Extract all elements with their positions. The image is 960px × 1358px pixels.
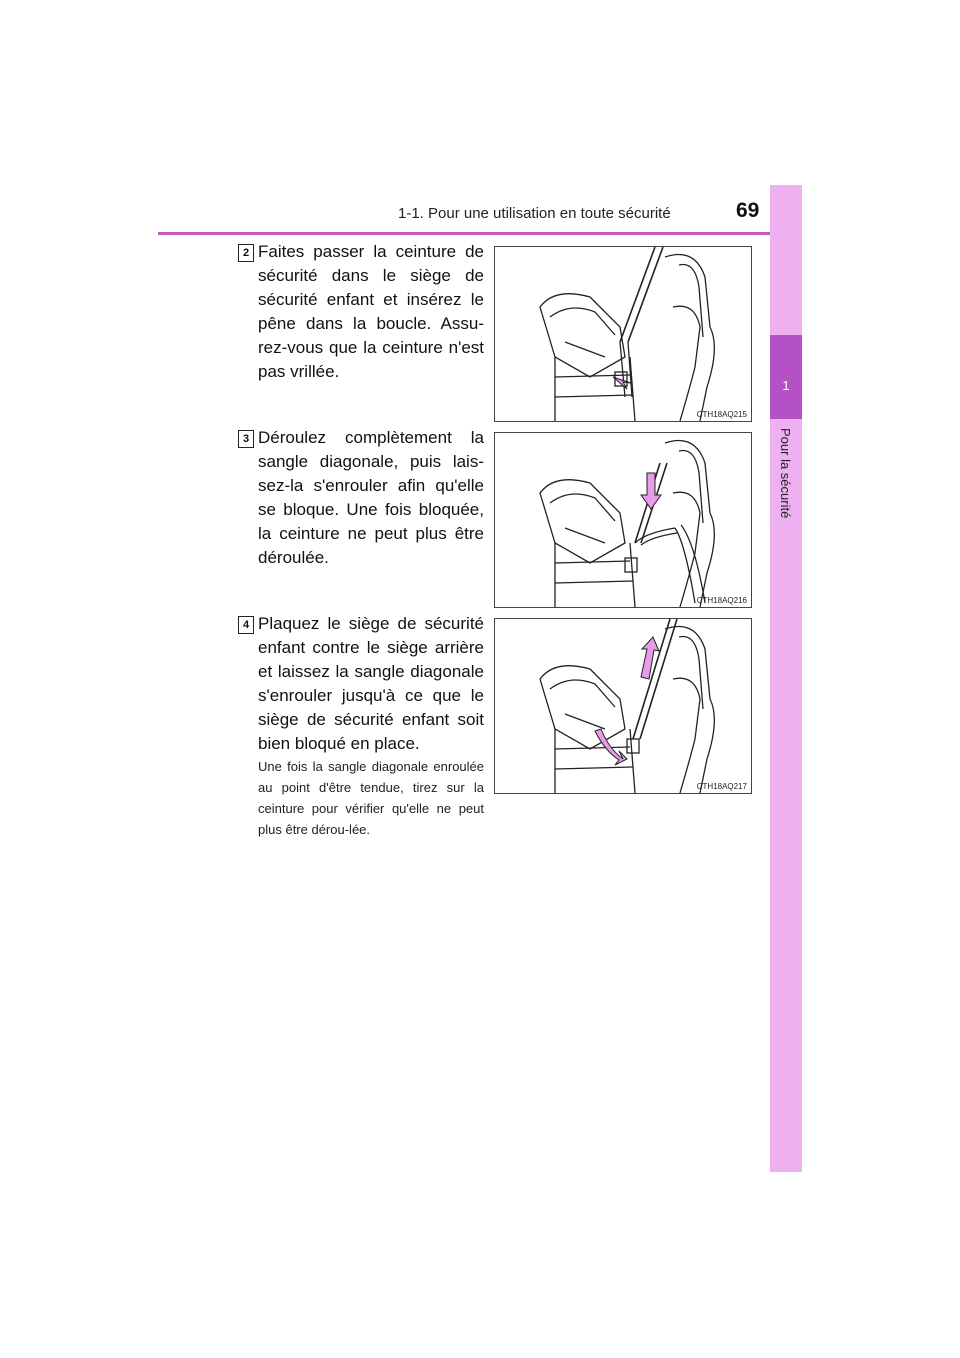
child-seat-belt-illustration (495, 619, 751, 793)
arrow-up-icon (641, 637, 659, 679)
step-number-badge: 2 (238, 244, 254, 262)
chapter-tab-active-marker (770, 335, 802, 419)
illustration-figure (494, 618, 752, 794)
step-instruction: Faites passer la ceinture de sécurité dans le siège de sécurité enfant et insérez le pêne dans la boucle. Assu-rez-vous que la ceinture n'est pas vrillée. (258, 242, 484, 381)
arrow-icon (613, 377, 631, 389)
step-note: Une fois la sangle diagonale enroulée au point d'être tendue, tirez sur la ceinture pour vérifier qu'elle ne peut plus être dérou-lée. (258, 759, 484, 837)
illustration-figure (494, 246, 752, 422)
step-number-badge: 3 (238, 430, 254, 448)
step-instruction: Plaquez le siège de sécurité enfant contre le siège arrière et laissez la sangle diagonale s'enrouler jusqu'à ce que le siège de sécurité enfant soit bien bloqué en place. (258, 614, 484, 753)
figure-code: CTH18AQ215 (696, 410, 747, 419)
chapter-label: Pour la sécurité (778, 428, 793, 519)
step-instruction: Déroulez complètement la sangle diagonale, puis lais-sez-la s'enrouler afin qu'elle se bloque. Une fois bloquée, la ceinture ne peut plus être déroulée. (258, 428, 484, 567)
child-seat-belt-illustration (495, 247, 751, 421)
step-number-badge: 4 (238, 616, 254, 634)
page-number: 69 (736, 199, 760, 222)
chapter-number: 1 (782, 378, 790, 393)
figure-code: CTH18AQ217 (696, 782, 747, 791)
illustration-figure (494, 432, 752, 608)
figure-code: CTH18AQ216 (696, 596, 747, 605)
child-seat-belt-illustration (495, 433, 751, 607)
header-rule (158, 232, 801, 235)
running-header: 1-1. Pour une utilisation en toute sécurité (398, 205, 671, 222)
chapter-side-tab (770, 185, 802, 1172)
